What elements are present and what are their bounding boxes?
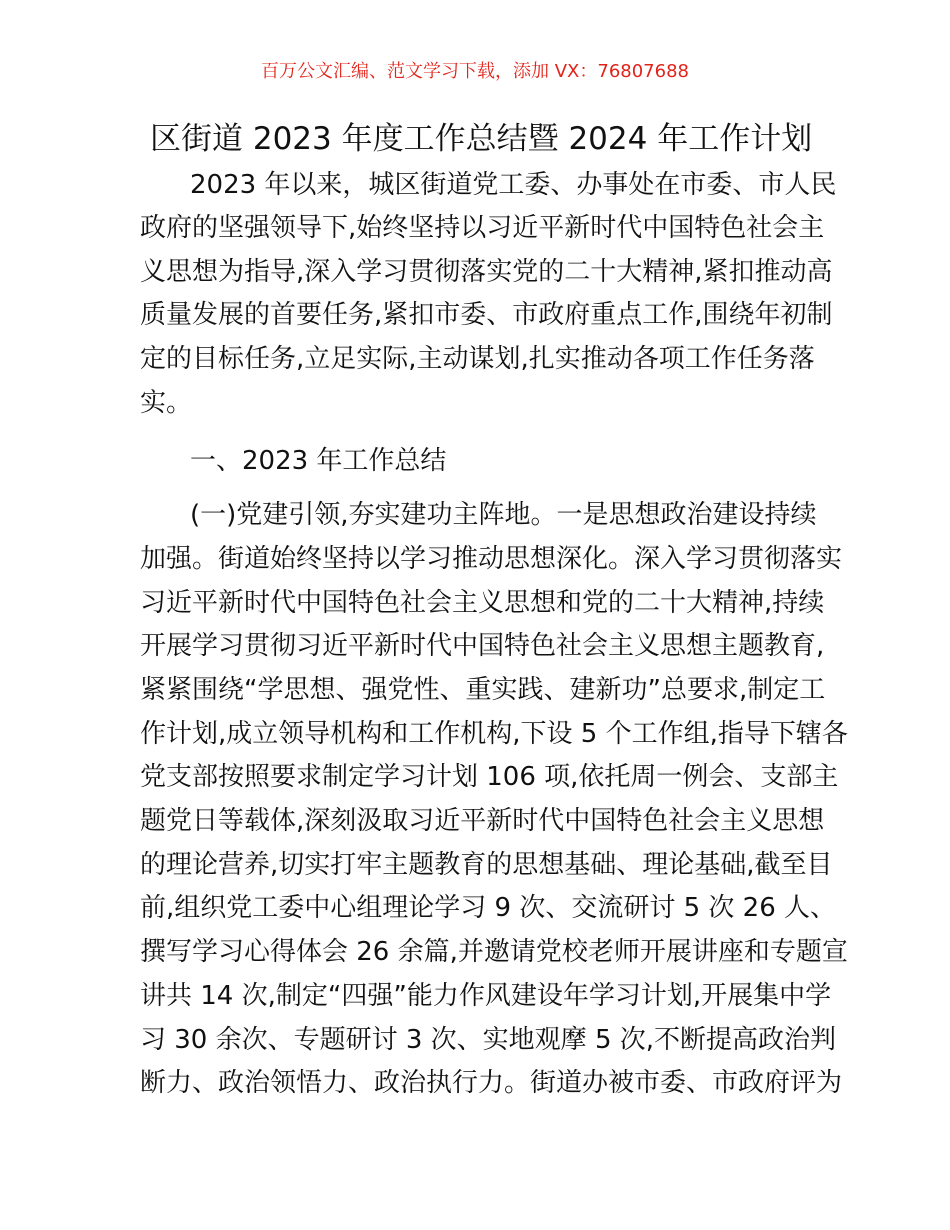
paragraph-line: 前,组织党工委中心组理论学习 9 次、交流研讨 5 次 26 人、 [140,893,837,923]
paragraph-line: 题党日等载体,深刻汲取习近平新时代中国特色社会主义思想 [140,806,825,836]
paragraph-line: 质量发展的首要任务,紧扣市委、市政府重点工作,围绕年初制 [140,300,833,330]
paragraph-line: 党支部按照要求制定学习计划 106 项,依托周一例会、支部主 [140,762,839,792]
paragraph-line: 实。 [140,388,193,418]
watermark-header: 百万公文汇编、范文学习下载，添加 VX：76807688 [261,61,689,82]
paragraph-line: 开展学习贯彻习近平新时代中国特色社会主义思想主题教育, [140,631,825,661]
paragraph-line: 政府的坚强领导下,始终坚持以习近平新时代中国特色社会主 [140,213,825,243]
paragraph-line: 义思想为指导,深入学习贯彻落实党的二十大精神,紧扣推动高 [140,257,833,287]
paragraph-line: 习 30 余次、专题研讨 3 次、实地观摩 5 次,不断提高政治判 [140,1025,837,1055]
document-title: 区街道 2023 年度工作总结暨 2024 年工作计划 [150,121,813,157]
paragraph-line: 断力、政治领悟力、政治执行力。街道办被市委、市政府评为 [140,1068,843,1098]
paragraph-line: 定的目标任务,立足实际,主动谋划,扎实推动各项工作任务落 [140,344,815,374]
paragraph-line: 讲共 14 次,制定“四强”能力作风建设年学习计划,开展集中学 [140,981,832,1011]
paragraph-line: 习近平新时代中国特色社会主义思想和党的二十大精神,持续 [140,588,825,618]
paragraph-line: 加强。街道始终坚持以学习推动思想深化。深入学习贯彻落实 [140,544,843,574]
paragraph-line: 2023 年以来，城区街道党工委、办事处在市委、市人民 [190,170,837,200]
paragraph-line: (一)党建引领,夯实建功主阵地。一是思想政治建设持续 [190,500,817,530]
section-heading: 一、2023 年工作总结 [190,446,447,476]
paragraph-line: 作计划,成立领导机构和工作机构,下设 5 个工作组,指导下辖各 [140,719,848,749]
paragraph-line: 撰写学习心得体会 26 余篇,并邀请党校老师开展讲座和专题宣 [140,937,848,967]
paragraph-line: 紧紧围绕“学思想、强党性、重实践、建新功”总要求,制定工 [140,675,826,705]
paragraph-line: 的理论营养,切实打牢主题教育的思想基础、理论基础,截至目 [140,850,833,880]
